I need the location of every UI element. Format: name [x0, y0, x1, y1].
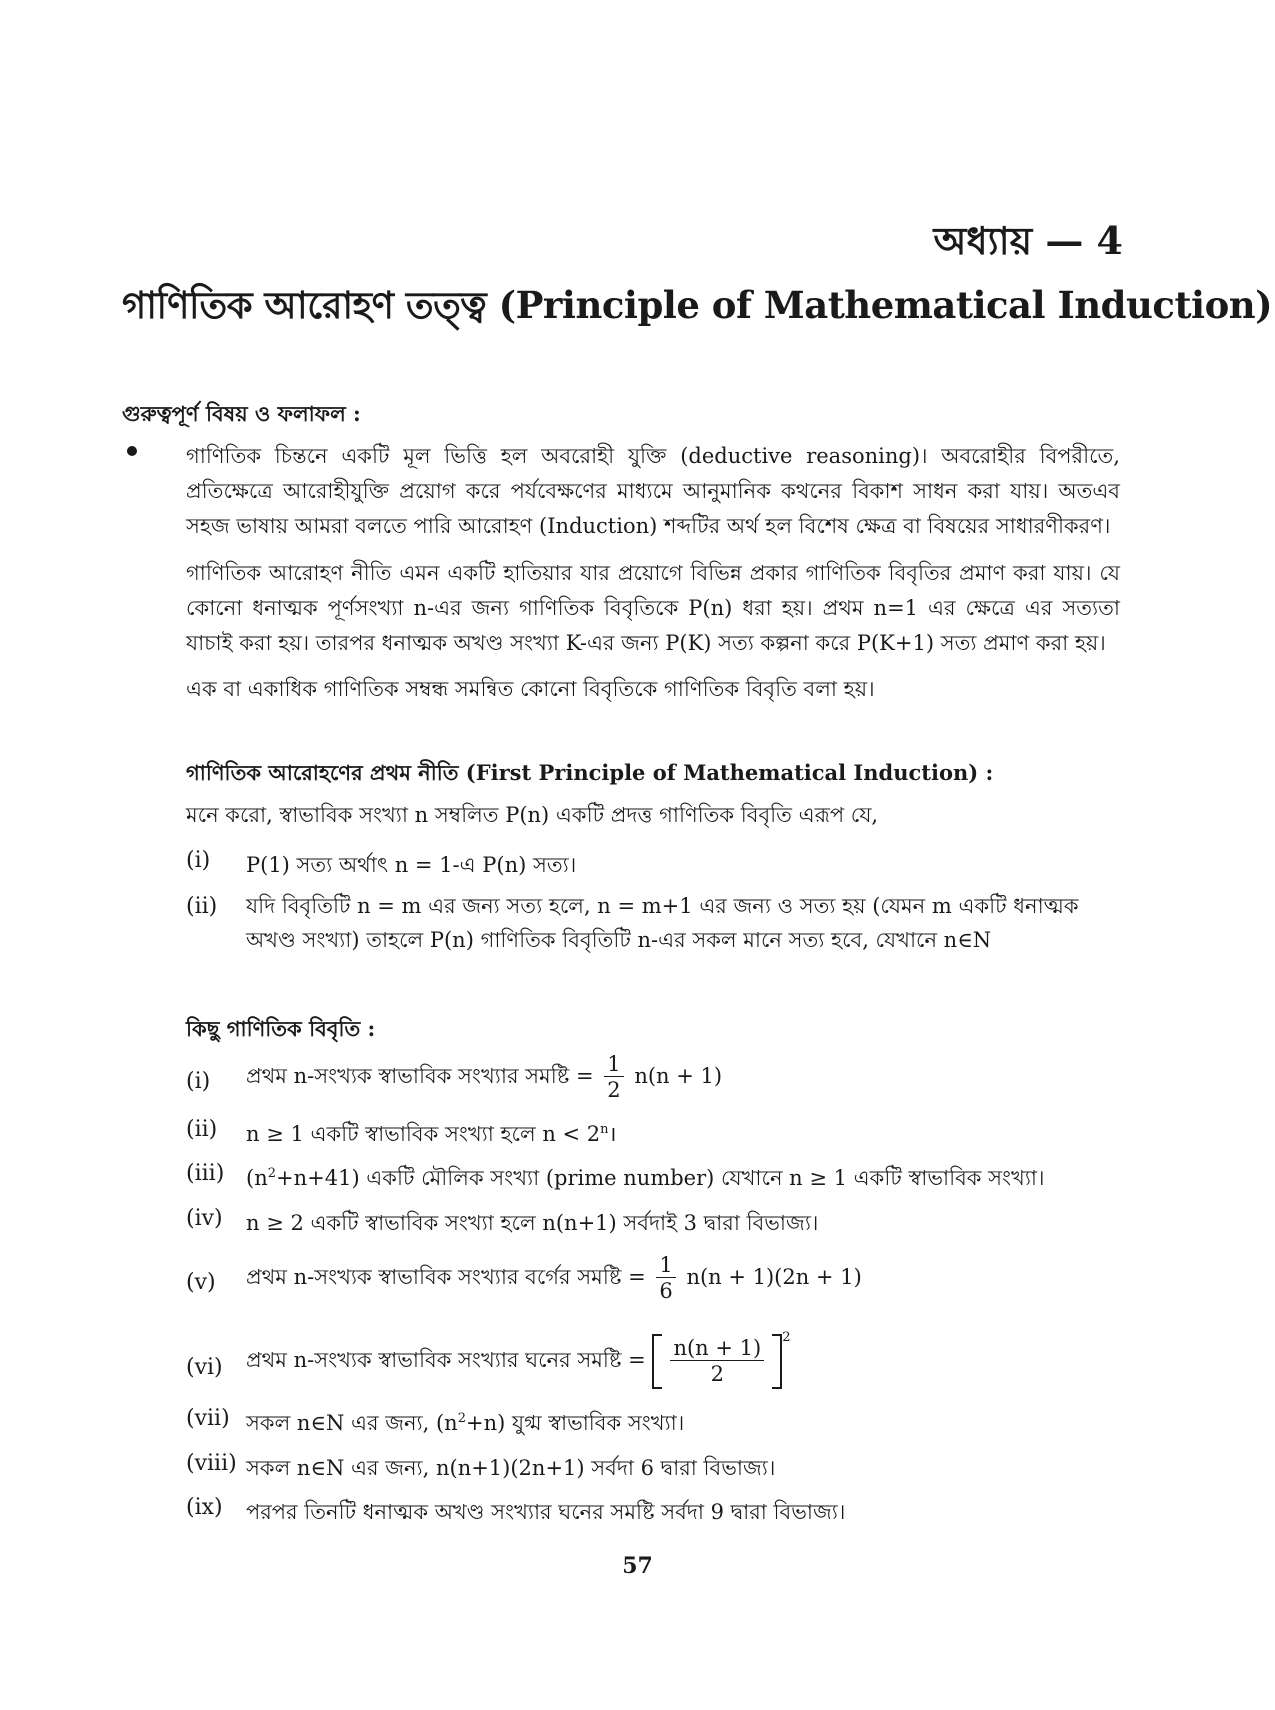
- list-item-number: (ii): [186, 1117, 218, 1142]
- section-heading-key-topics: গুরুত্বপূর্ণ বিষয় ও ফলাফল :: [122, 401, 361, 426]
- list-item-text: P(1) সত্য অর্থাৎ n = 1-এ P(n) সত্য।: [246, 853, 577, 877]
- statement-text: +n+41) একটি মৌলিক সংখ্যা (prime number) যেখানে n ≥ 1 একটি স্বাভাবিক সংখ্যা।: [276, 1166, 1045, 1190]
- square-bracket: [652, 1334, 782, 1389]
- statement-expression: n(n + 1)(2n + 1): [686, 1265, 862, 1289]
- list-item-number: (iii): [186, 1161, 225, 1186]
- list-item-statement: পরপর তিনটি ধনাত্মক অখণ্ড সংখ্যার ঘনের সমষ্টি সর্বদা 9 দ্বারা বিভাজ্য।: [246, 1500, 846, 1524]
- paragraph-definition: এক বা একাধিক গাণিতিক সম্বন্ধ সমন্বিত কোনো বিবৃতিকে গাণিতিক বিবৃতি বলা হয়।: [186, 677, 875, 701]
- list-item-number: (v): [186, 1270, 216, 1295]
- paragraph-induction-tool: গাণিতিক আরোহণ নীতি এমন একটি হাতিয়ার যার প্রয়োগে বিভিন্ন প্রকার গাণিতিক বিবৃতির প্রমাণ করা যায়। যে কোনো ধনাত্মক পূর্ণসংখ্যা n-এর জন্য গাণিতিক বিবৃতিকে P(n) ধরা হয়। প্রথম n=1 এর ক্ষেত্রে এর সত্যতা যাচাই করা হয়। তারপর ধনাত্মক অখণ্ড সংখ্যা K-এর জন্য P(K) সত্য কল্পনা করে P(K+1) সত্য প্রমাণ করা হয়।: [186, 561, 1120, 655]
- list-item-number: (i): [186, 1069, 211, 1094]
- superscript: 2: [267, 1166, 276, 1181]
- fraction-numerator: 1: [656, 1253, 675, 1278]
- list-item-statement: [246, 1052, 722, 1103]
- statement-text: +n) যুগ্ম স্বাভাবিক সংখ্যা।: [465, 1411, 685, 1435]
- list-item-number: (ix): [186, 1495, 223, 1520]
- fraction-denominator: 2: [710, 1362, 724, 1386]
- fraction-denominator: 6: [659, 1279, 673, 1303]
- fraction: [670, 1336, 764, 1387]
- list-item-statement: [246, 1118, 617, 1153]
- chapter-label: অধ্যায় — 4: [933, 218, 1123, 263]
- statement-expression: n(n + 1): [634, 1064, 723, 1088]
- list-item-number: (vii): [186, 1406, 230, 1431]
- statement-text: প্রথম n-সংখ্যক স্বাভাবিক সংখ্যার বর্গের সমষ্টি =: [246, 1265, 646, 1289]
- list-item-number: (vi): [186, 1355, 223, 1380]
- section-heading-first-principle: গাণিতিক আরোহণের প্রথম নীতি (First Principle of Mathematical Induction) :: [186, 760, 994, 785]
- list-item-statement: [246, 1407, 684, 1442]
- fraction: [656, 1253, 675, 1304]
- list-item-statement: [246, 1253, 862, 1304]
- statement-text: প্রথম n-সংখ্যক স্বাভাবিক সংখ্যার ঘনের সমষ্টি =: [246, 1348, 646, 1372]
- fraction-numerator: n(n + 1): [670, 1336, 764, 1361]
- section-heading-statements: কিছু গাণিতিক বিবৃতি :: [186, 1016, 376, 1041]
- statement-text: ।: [608, 1122, 617, 1146]
- statement-text: প্রথম n-সংখ্যক স্বাভাবিক সংখ্যার সমষ্টি =: [246, 1064, 594, 1088]
- first-principle-intro: মনে করো, স্বাভাবিক সংখ্যা n সম্বলিত P(n) একটি প্রদত্ত গাণিতিক বিবৃতি এরূপ যে,: [186, 803, 879, 827]
- list-item-number: (viii): [186, 1451, 237, 1476]
- fraction-denominator: 2: [607, 1078, 621, 1102]
- bullet-icon: [127, 446, 137, 456]
- list-item-number: (iv): [186, 1206, 223, 1231]
- list-item-statement: [246, 1162, 1045, 1197]
- superscript: n: [600, 1122, 609, 1137]
- superscript: 2: [457, 1411, 466, 1426]
- page-title: গাণিতিক আরোহণ তত্ত্ব (Principle of Mathematical Induction): [122, 283, 1273, 327]
- superscript: 2: [782, 1330, 791, 1345]
- list-item-statement: সকল n∈N এর জন্য, n(n+1)(2n+1) সর্বদা 6 দ্বারা বিভাজ্য।: [246, 1456, 776, 1480]
- list-item-statement: [246, 1330, 790, 1389]
- page-number: 57: [622, 1553, 653, 1579]
- statement-text: n ≥ 1 একটি স্বাভাবিক সংখ্যা হলে n < 2: [246, 1122, 601, 1146]
- statement-text: সকল n∈N এর জন্য, (n: [246, 1411, 458, 1435]
- fraction: [604, 1052, 623, 1103]
- fraction-numerator: 1: [604, 1052, 623, 1077]
- list-item-number: (ii): [186, 894, 218, 919]
- list-item-number: (i): [186, 848, 211, 873]
- statement-text: (n: [246, 1166, 268, 1190]
- paragraph-deductive: গাণিতিক চিন্তনে একটি মূল ভিত্তি হল অবরোহী যুক্তি (deductive reasoning)। অবরোহীর বিপরীতে, প্রতিক্ষেত্রে আরোহীযুক্তি প্রয়োগ করে পর্যবেক্ষণের মাধ্যমে আনুমানিক কথনের বিকাশ সাধন করা যায়। অতএব সহজ ভাষায় আমরা বলতে পারি আরোহণ (Induction) শব্দটির অর্থ হল বিশেষ ক্ষেত্র বা বিষয়ের সাধারণীকরণ।: [186, 444, 1120, 538]
- list-item-text: যদি বিবৃতিটি n = m এর জন্য সত্য হলে, n = m+1 এর জন্য ও সত্য হয় (যেমন m একটি ধনাত্মক অখণ্ড সংখ্যা) তাহলে P(n) গাণিতিক বিবৃতিটি n-এর সকল মানে সত্য হবে, যেখানে n∈N: [246, 894, 1079, 952]
- list-item-statement: n ≥ 2 একটি স্বাভাবিক সংখ্যা হলে n(n+1) সর্বদাই 3 দ্বারা বিভাজ্য।: [246, 1211, 819, 1235]
